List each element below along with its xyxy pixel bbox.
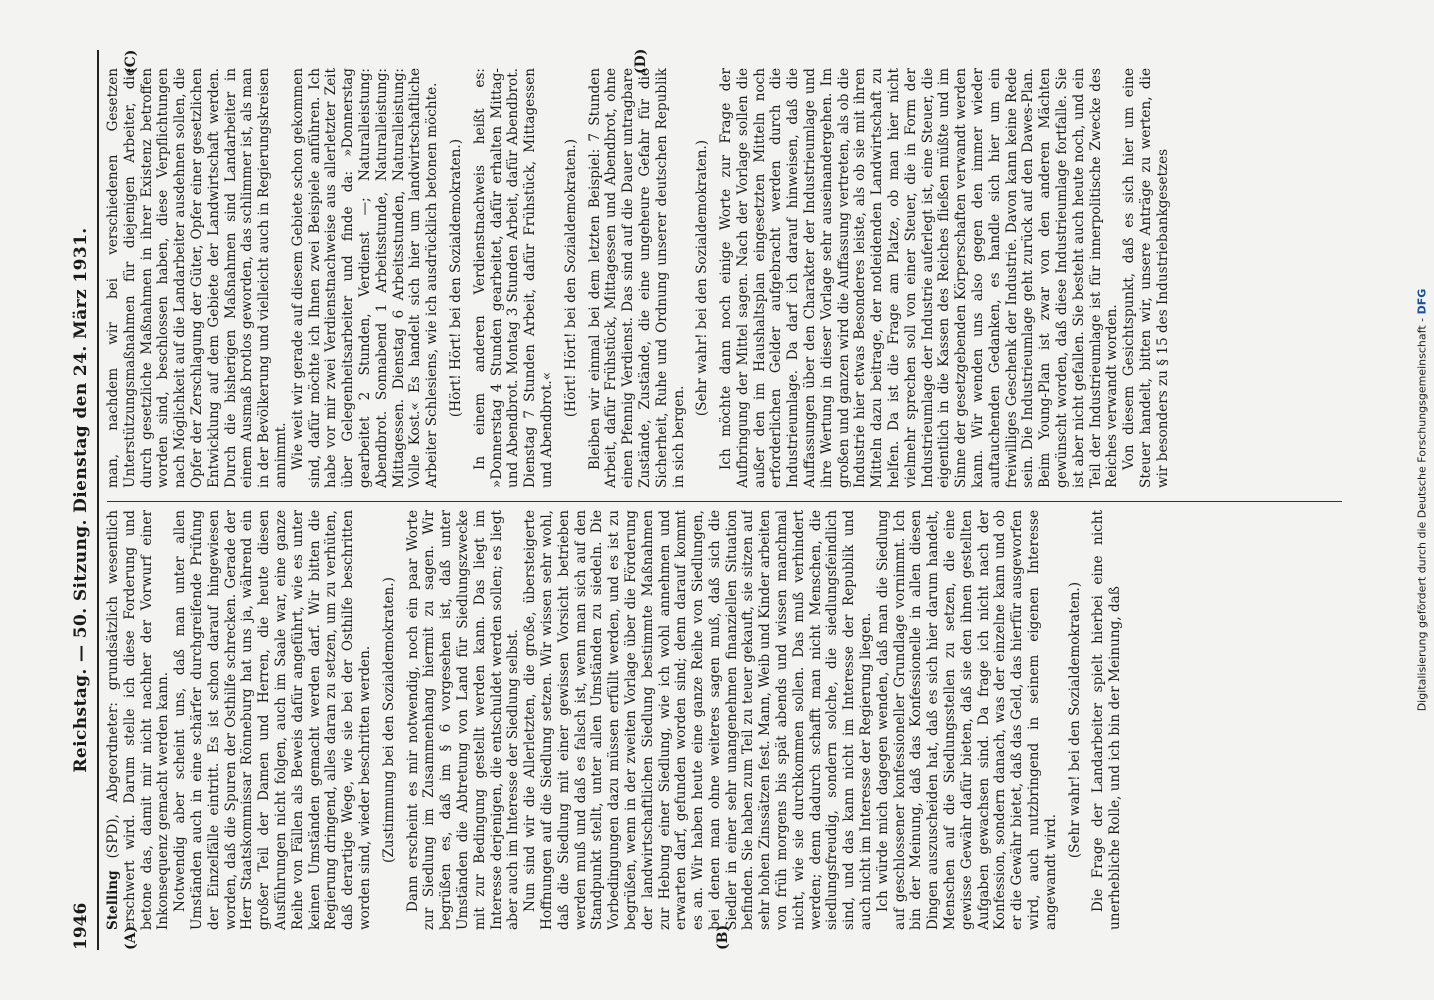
margin-marker-c: (C) bbox=[123, 49, 139, 74]
paragraph: Notwendig aber scheint uns, daß man unter allen Umständen auch in eine schärfer durchgreifende Prüfung der Einzelfälle eintritt. Es ist schon darauf hingewiesen worden, daß die Spuren der Osthilfe schrecken. Gerade der Herr Staatskommissar Rönneburg hat uns ja, während ein großer Teil der Damen und Herren, die heute diesen Ausführungen nicht folgen, auch im Saale war, eine ganze Reihe von Fällen als Beweis dafür angeführt, wie es unter keinen Umständen gemacht werden darf. Wir bitten die Regierung dringend, alles daran zu setzen, um zu verhüten, daß derartige Wege, wie sie bei der Osthilfe beschritten worden sind, wieder beschritten werden. bbox=[172, 510, 373, 930]
paragraph: Bleiben wir einmal bei dem letzten Beispiel: 7 Stunden Arbeit, dafür Frühstück, Mittagessen und Abendbrot, ohne einen Pfennig Verdienst. Das sind auf die Dauer untragbare Zustände, Zustände, die eine ungeheure Gefahr für die Sicherheit, Ruhe und Ordnung unserer deutschen Republik in sich bergen. bbox=[586, 68, 687, 488]
paragraph: Ich möchte dann noch einige Worte zur Frage der Aufbringung der Mittel sagen. Nach der Vorlage sollen die außer den im Haushaltsplan eingesetzten Mitteln noch erforderlichen Gelder aufgebracht werden durch die Industrieumlage. Da darf ich darauf hinweisen, daß die Auffassungen über den Charakter der Industrieumlage und ihre Wertung in dieser Vorlage sehr auseinandergehen. Im großen und ganzen wird die Auffassung vertreten, als ob die Industrie hier etwas Besonderes leiste, als ob sie mit ihren Mitteln dazu beitrage, der notleidenden Landwirtschaft zu helfen. Da ist die Frage am Platze, ob man hier nicht vielmehr sprechen soll von einer Steuer, die in Form der Industrieumlage der Industrie auferlegt ist, eine Steuer, die eigentlich in die Kassen des Reiches fließen müßte und im Sinne der gesetzgebenden Körperschaften verwandt werden kann. Wir wenden uns also gegen den immer wieder auftauchenden Gedanken, es handle sich hier um ein freiwilliges Geschenk der Industrie. Davon kann keine Rede sein. Die Industrieumlage geht zurück auf den Dawes-Plan. Beim Young-Plan ist zwar von den anderen Mächten gewünscht worden, daß diese Industrieumlage fortfalle. Sie ist aber nicht gefallen. Sie besteht auch heute noch, und ein Teil der Industrieumlage ist für innerpolitische Zwecke des Reiches verwandt worden. bbox=[718, 68, 1121, 488]
paragraph bbox=[105, 510, 172, 930]
interjection: (Hört! Hört! bei den Sozialdemokraten.) bbox=[562, 138, 579, 418]
left-column bbox=[105, 510, 1345, 930]
column-divider bbox=[107, 501, 1342, 502]
interjection: (Zustimmung bei den Sozialdemokraten.) bbox=[380, 577, 397, 863]
speaker-name: Stelling bbox=[105, 870, 121, 930]
margin-marker-d: (D) bbox=[633, 48, 649, 74]
paragraph: Von diesem Gesichtspunkt, daß es sich hier um eine Steuer handelt, bitten wir, unsere Anträge zu werten, die wir besonders zu § 15 des Industriebankgesetzes bbox=[1121, 68, 1171, 488]
right-column bbox=[105, 68, 1345, 488]
margin-marker-b: (B) bbox=[715, 924, 731, 950]
paragraph: Die Frage der Landarbeiter spielt hierbei eine nicht unerhebliche Rolle, und ich bin der Meinung, daß bbox=[1090, 510, 1124, 930]
page-header bbox=[67, 50, 101, 950]
paragraph-text: grundsätzlich wesentlich erschwert wird. Darum stelle ich diese Forderung und betone das, damit mir nicht nachher der Vorwurf einer Inkonsequenz gemacht werden kann. bbox=[105, 510, 172, 930]
paragraph: Nun sind wir die Allerletzten, die große, übersteigerte Hoffnungen auf die Siedlung setzen. Wir wissen sehr wohl, daß die Siedlung mit einer gewissen Vorsicht betrieben werden muß und daß es falsch ist, wenn man sich auf den Standpunkt stellt, unter allen Umständen zu siedeln. Die Vorbedingungen dazu müssen erfüllt werden, und es ist zu begrüßen, wenn in der zweiten Vorlage über die Förderung der landwirtschaftlichen Siedlung bestimmte Maßnahmen zur Hebung einer Siedlung, wie ich wohl annehmen und erwarten darf, gefunden worden sind; denn darauf kommt es an. Wir haben heute eine ganze Reihe von Siedlungen, bei denen man ohne weiteres sagen muß, daß sich die Siedler in einer sehr unangenehmen finanziellen Situation befinden. Sie haben zum Teil zu teuer gekauft, sie sitzen auf sehr hohen Zinssätzen fest. Mann, Weib und Kinder arbeiten von früh morgens bis spät abends und wissen manchmal nicht, wie sie durchkommen sollen. Das muß verhindert werden; denn dadurch schafft man nicht Menschen, die siedlungsfreudig, sondern solche, die siedlungsfeindlich sind, und das kann nicht im Interesse der Republik und auch nicht im Interesse der Regierung liegen. bbox=[522, 510, 875, 930]
paragraph: Dann erscheint es mir notwendig, noch ein paar Worte zur Siedlung im Zusammenhang hiermit zu sagen. Wir begrüßen es, daß im § 6 vorgesehen ist, daß unter Umständen die Abtretung von Land für Siedlungszwecke mit zur Bedingung gestellt werden kann. Das liegt im Interesse derjenigen, die entschuldet werden sollen; es liegt aber auch im Interesse der Siedlung selbst. bbox=[404, 510, 522, 930]
interjection: (Sehr wahr! bei den Sozialdemokraten.) bbox=[694, 139, 711, 417]
speaker-affiliation: (SPD), Abgeordneter: bbox=[105, 702, 121, 871]
digitization-note-text: Digitalisierung gefördert durch die Deutsche Forschungsgemeinschaft - bbox=[1415, 314, 1429, 712]
paragraph: In einem anderen Verdienstnachweis heißt es: »Donnerstag 4 Stunden gearbeitet, dafür erhalten Mittag- und Abendbrot. Montag 3 Stunden Arbeit, dafür Abendbrot. Dienstag 7 Stunden Arbeit, dafür Frühstück, Mittagessen und Abendbrot.« bbox=[471, 68, 555, 488]
interjection: (Sehr wahr! bei den Sozialdemokraten.) bbox=[1066, 581, 1083, 859]
paragraph: man, nachdem wir bei verschiedenen Gesetzen Unterstützungsmaßnahmen für diejenigen Arbeiter, die durch gesetzliche Maßnahmen in ihrer Existenz betroffen worden sind, beschlossen haben, diese Verpflichtungen nach Möglichkeit auf die Landarbeiter ausdehnen sollen, die Opfer der Zerschlagung der Güter, Opfer einer gesetzlichen Entwicklung auf dem Gebiete der Landwirtschaft werden. Durch die bisherigen Maßnahmen sind Landarbeiter in einem Ausmaß brotlos geworden, das schlimmer ist, als man in der Bevölkerung und vielleicht auch in Regierungskreisen annimmt. bbox=[105, 68, 289, 488]
digitization-note bbox=[1416, 289, 1429, 712]
header-rule bbox=[97, 50, 99, 950]
document-sheet bbox=[67, 50, 1367, 950]
interjection: (Hört! Hört! bei den Sozialdemokraten.) bbox=[447, 138, 464, 418]
page-number: 1946 bbox=[71, 902, 91, 950]
margin-marker-a: (A) bbox=[123, 925, 139, 950]
paragraph: Ich würde mich dagegen wenden, daß man die Siedlung auf geschlossener konfessioneller Grundlage vornimmt. Ich bin der Meinung, daß das Konfessionelle in allen diesen Dingen auszuscheiden hat, daß es sich hier darum handelt, Menschen auf die Siedlungsstellen zu setzen, die eine gewisse Gewähr dafür bieten, daß sie den ihnen gestellten Aufgaben gewachsen sind. Da frage ich nicht nach der Konfession, sondern danach, was der einzelne kann und ob er die Gewähr bietet, daß das Geld, das hierfür ausgeworfen wird, auch nutzbringend in seinem eigenen Interesse angewandt wird. bbox=[874, 510, 1059, 930]
dfg-logo: DFG bbox=[1415, 288, 1429, 315]
paragraph: Wie weit wir gerade auf diesem Gebiete schon gekommen sind, dafür möchte ich Ihnen zwei Beispiele anführen. Ich habe vor mir zwei Verdienstnachweise aus allerletzter Zeit über Gelegenheitsarbeiter und finde da: »Donnerstag gearbeitet 2 Stunden, Verdienst —; Naturalleistung: Abendbrot. Sonnabend 1 Arbeitsstunde, Naturalleistung: Mittagessen. Dienstag 6 Arbeitsstunden, Naturalleistung: Volle Kost.« Es handelt sich hier um landwirtschaftliche Arbeiter Schlesiens, wie ich ausdrücklich betonen möchte. bbox=[289, 68, 441, 488]
running-title: Reichstag. — 50. Sitzung. Dienstag den 24. März 1931. bbox=[71, 227, 91, 773]
